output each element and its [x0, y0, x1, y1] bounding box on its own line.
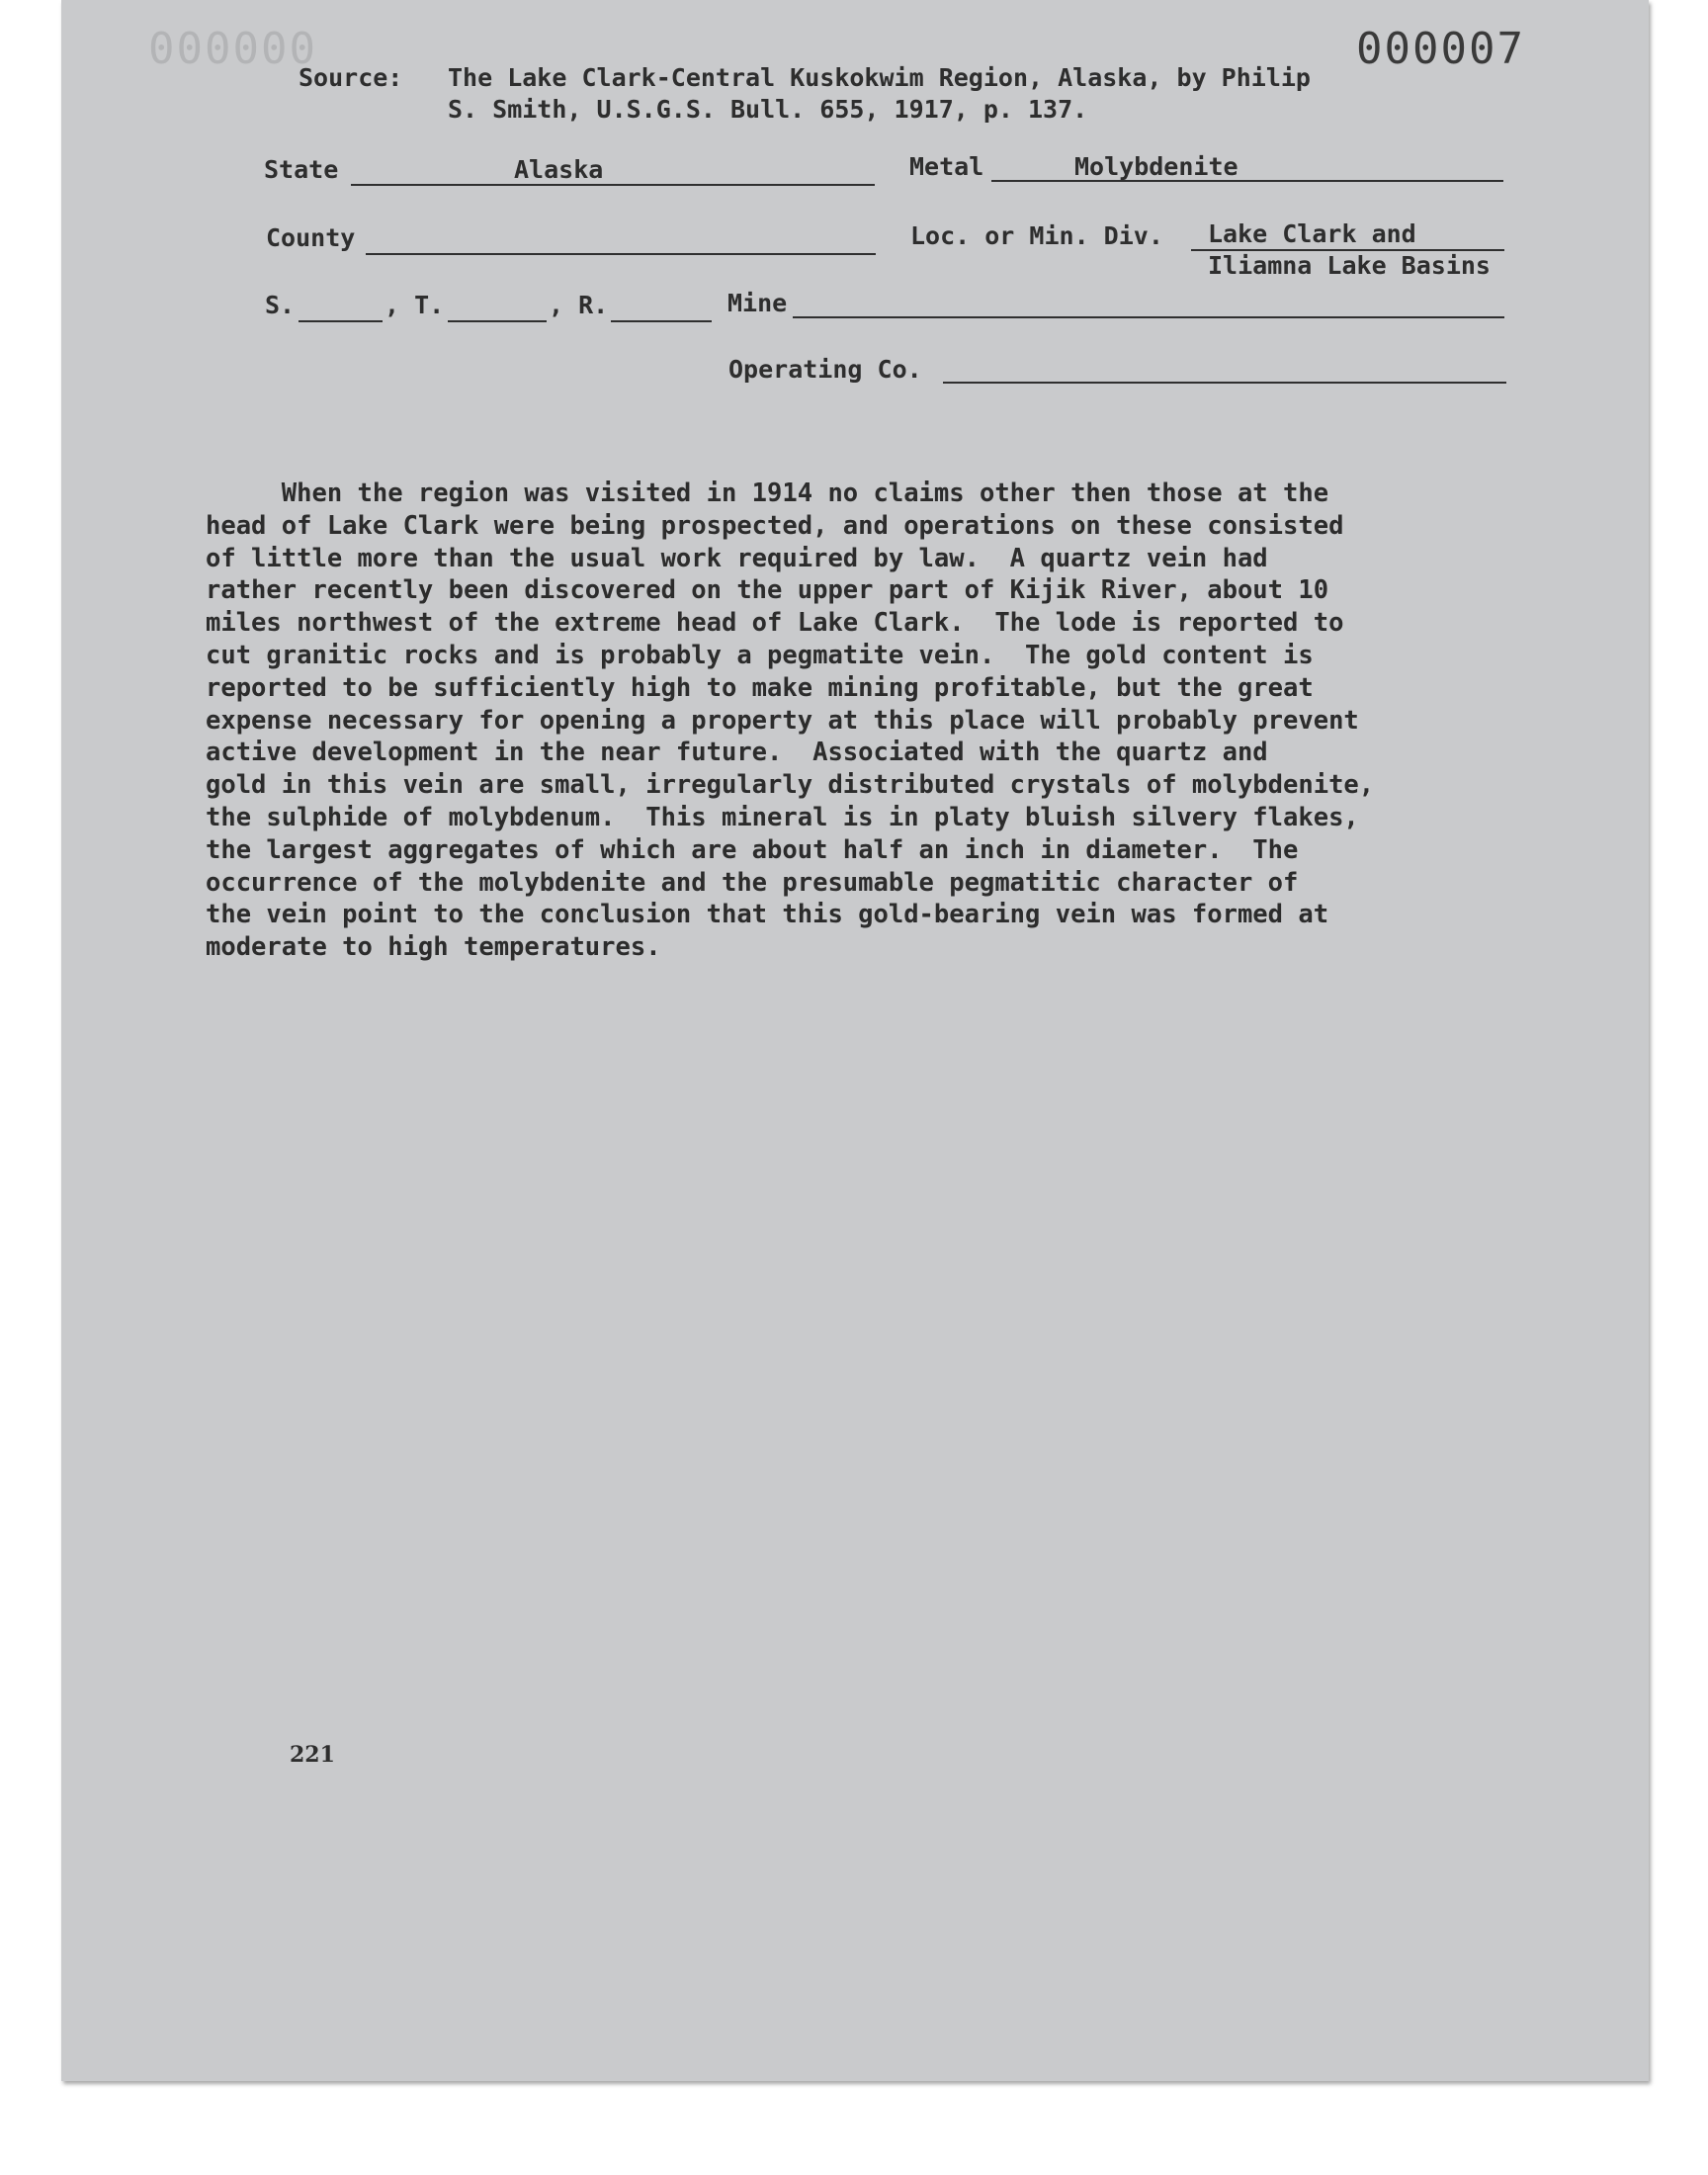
- township-field-line: [448, 320, 547, 322]
- body-line: the sulphide of molybdenum. This mineral is in platy bluish silvery flakes,: [206, 802, 1359, 832]
- section-field-line: [299, 320, 383, 322]
- state-value: Alaska: [514, 155, 604, 184]
- body-line: miles northwest of the extreme head of Lake Clark. The lode is reported to: [206, 608, 1344, 639]
- mine-label: Mine: [727, 289, 788, 317]
- source-line-2: S. Smith, U.S.G.S. Bull. 655, 1917, p. 137.: [448, 95, 1088, 124]
- source-line-1: The Lake Clark-Central Kuskokwim Region, Alaska, by Philip: [448, 63, 1311, 92]
- source-label: Source:: [299, 63, 403, 92]
- county-label: County: [266, 223, 356, 252]
- serial-stamp: 000007: [1356, 24, 1525, 74]
- range-label: , R.: [549, 291, 609, 319]
- faint-serial-stamp: 000000: [148, 24, 317, 74]
- state-label: State: [264, 155, 339, 184]
- body-line: the vein point to the conclusion that this gold-bearing vein was formed at: [206, 900, 1329, 930]
- body-line: gold in this vein are small, irregularly distributed crystals of molybdenite,: [206, 770, 1375, 801]
- body-line: reported to be sufficiently high to make mining profitable, but the great: [206, 672, 1314, 703]
- mine-field-line: [793, 316, 1504, 318]
- body-line: head of Lake Clark were being prospected, and operations on these consisted: [206, 510, 1344, 541]
- metal-value: Molybdenite: [1074, 152, 1238, 181]
- loc-value-line-2: Iliamna Lake Basins: [1208, 251, 1491, 280]
- page-number: 221: [290, 1742, 335, 1768]
- metal-label: Metal: [909, 152, 984, 181]
- state-field-line: [351, 184, 875, 186]
- body-paragraph: [206, 478, 1491, 964]
- loc-label: Loc. or Min. Div.: [910, 221, 1163, 250]
- body-line: of little more than the usual work required by law. A quartz vein had: [206, 543, 1268, 573]
- metal-field-line: [991, 180, 1503, 182]
- range-field-line: [611, 320, 712, 322]
- body-line: rather recently been discovered on the upper part of Kijik River, about 10: [206, 575, 1329, 606]
- body-line: occurrence of the molybdenite and the presumable pegmatitic character of: [206, 867, 1299, 898]
- body-line: expense necessary for opening a property at this place will probably prevent: [206, 705, 1359, 736]
- document-sheet: [61, 0, 1649, 2081]
- body-line: active development in the near future. Associated with the quartz and: [206, 738, 1268, 768]
- body-line: When the region was visited in 1914 no claims other then those at the: [206, 478, 1329, 508]
- section-label: S.: [265, 291, 296, 319]
- body-line: moderate to high temperatures.: [206, 932, 661, 963]
- operating-co-label: Operating Co.: [728, 355, 922, 384]
- body-line: the largest aggregates of which are about half an inch in diameter. The: [206, 834, 1299, 865]
- county-field-line: [366, 253, 876, 255]
- body-line: cut granitic rocks and is probably a pegmatite vein. The gold content is: [206, 640, 1314, 670]
- township-label: , T.: [384, 291, 445, 319]
- operating-co-field-line: [943, 382, 1506, 384]
- loc-value-line-1: Lake Clark and: [1208, 219, 1416, 248]
